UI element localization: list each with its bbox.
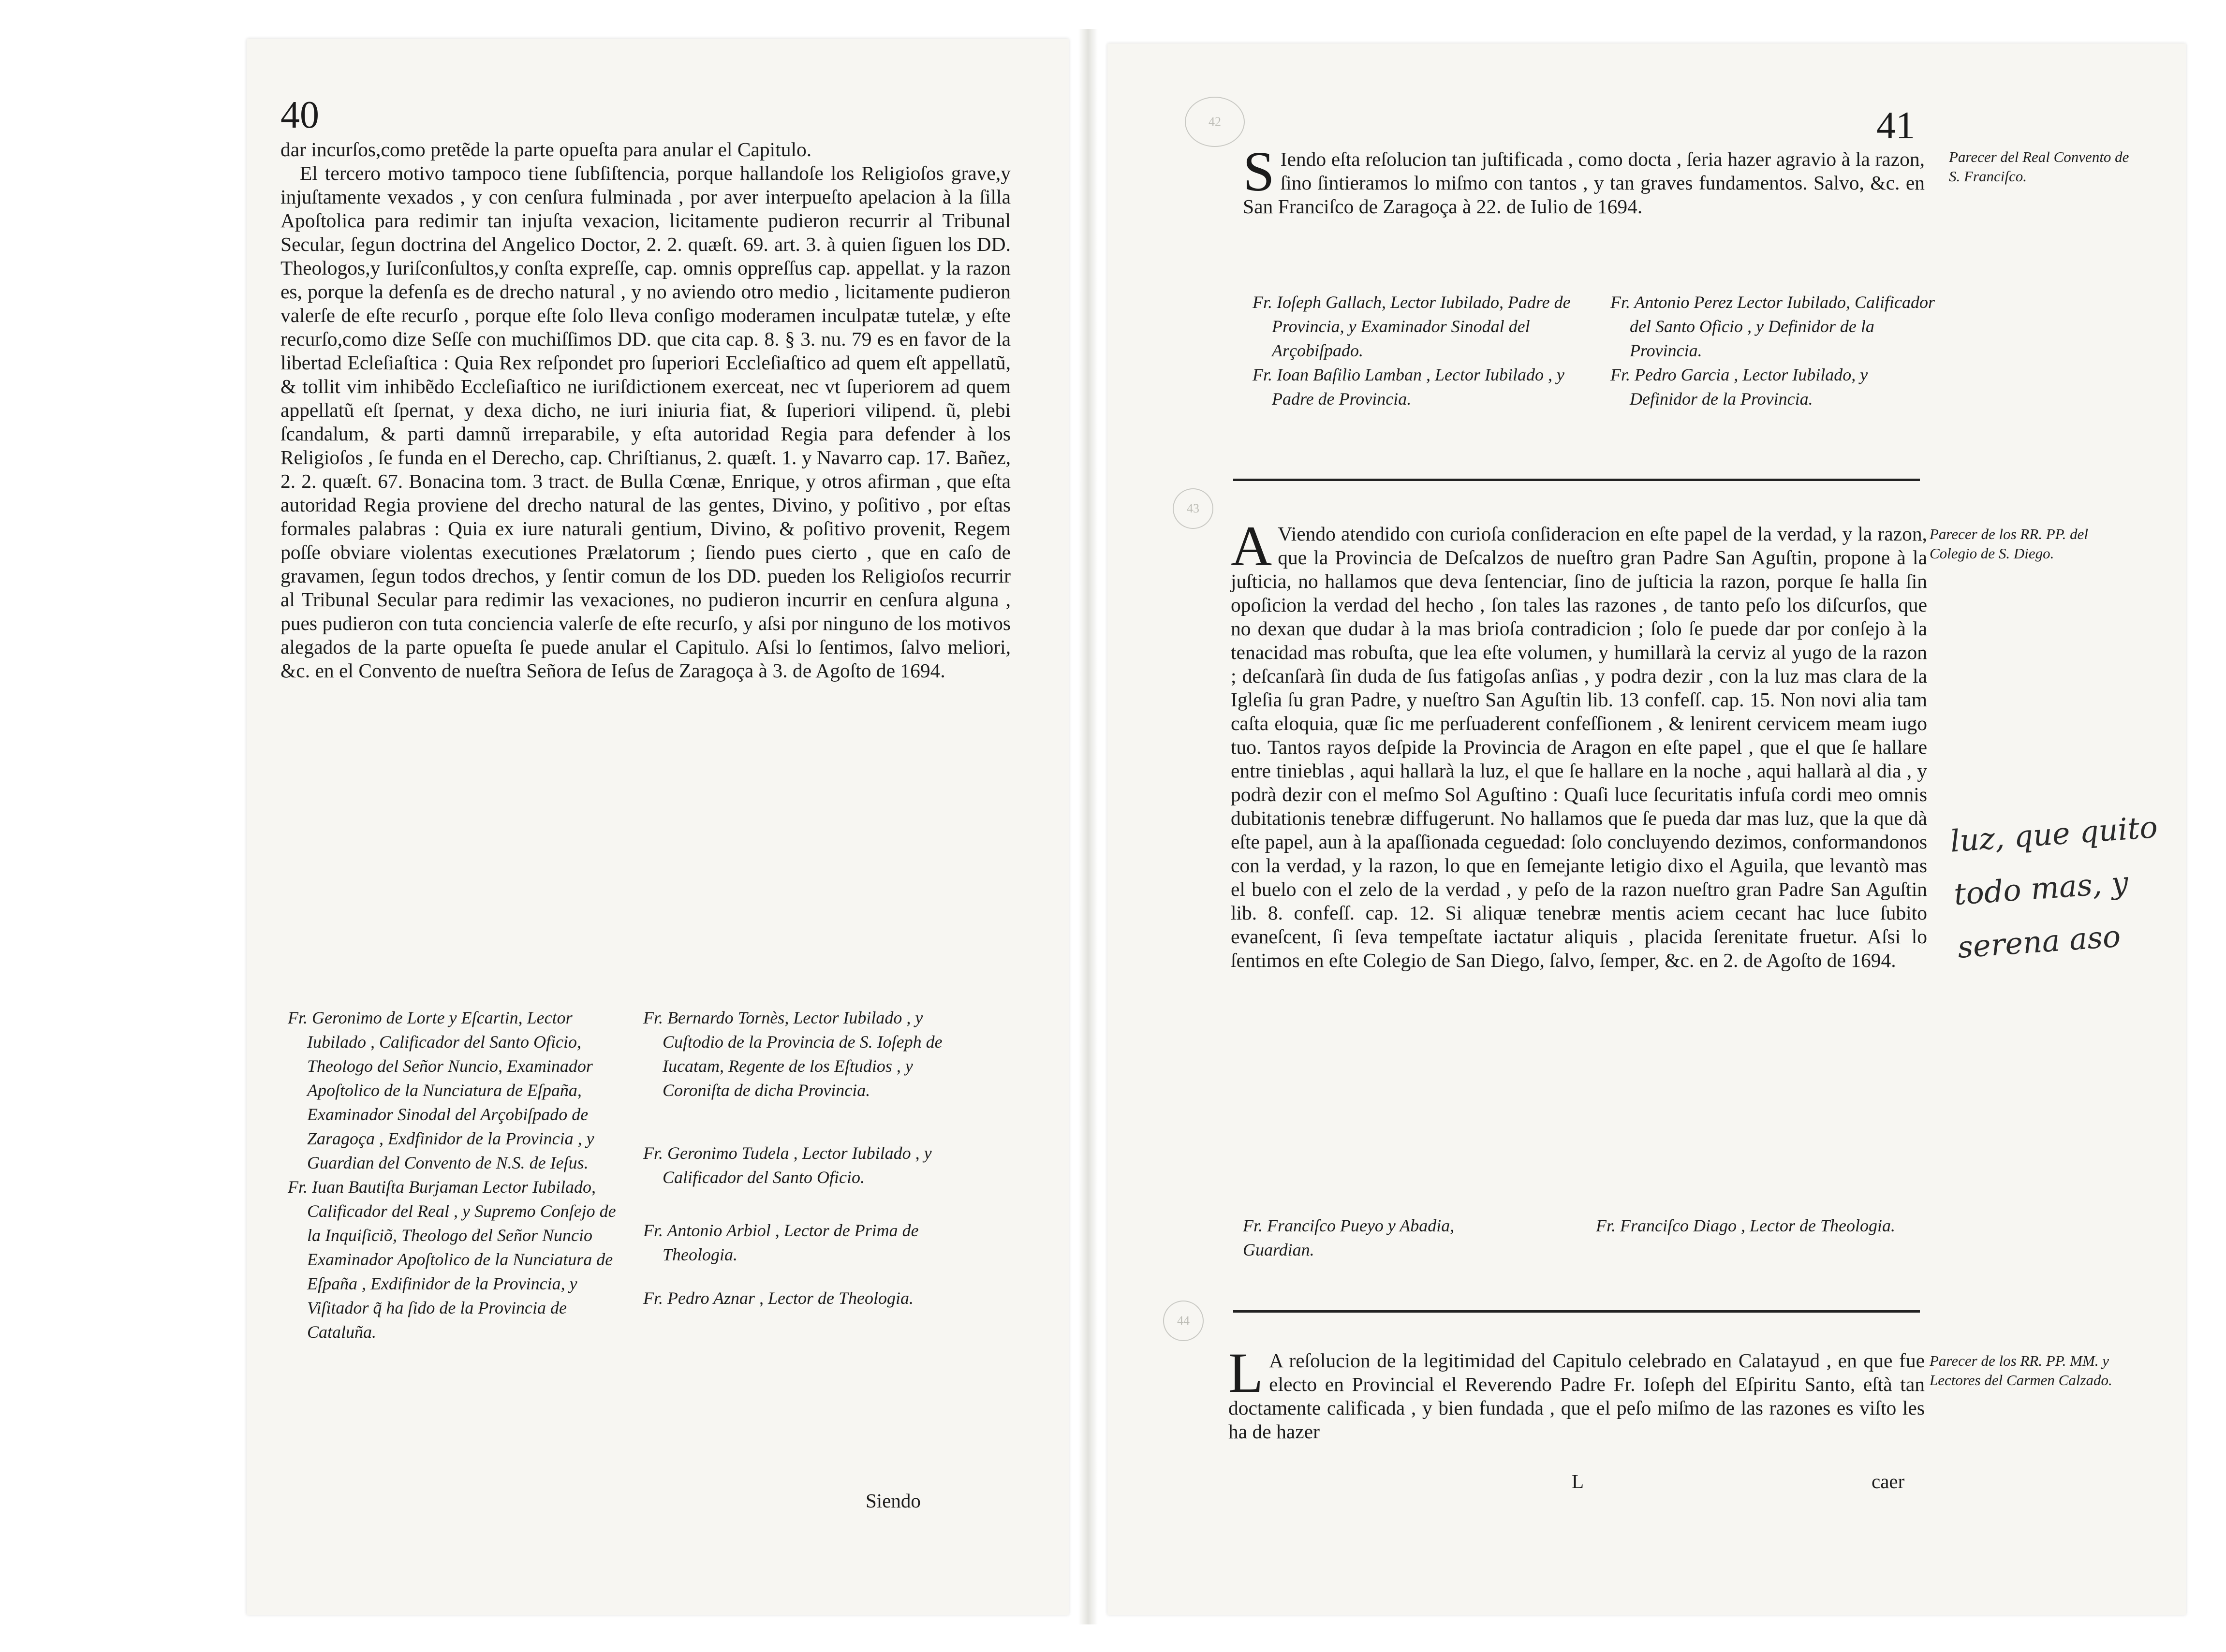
folio-stamp-42: 42 [1185,97,1245,147]
section3-margin-note: Parecer de los RR. PP. MM. y Lectores del Carmen Calzado. [1930,1352,2112,1389]
section-divider-2 [1233,1310,1920,1313]
section3-body: A reſolucion de la legitimidad del Capitulo celebrado en Calatayud , en que fue electo en Provincial el Reverendo Padre Fr. Ioſeph del Eſpiritu Santo, eſtà tan doctamente calificada , y bien fundada , que el peſo miſmo de las razones es viſto les ha de hazer [1228,1349,1925,1443]
section1-signatures-col2 [1610,290,1939,411]
page-number-right: 41 [1876,104,1915,147]
section1-text [1243,140,1925,219]
signature-aznar: Fr. Pedro Aznar , Lector de Theologia. [643,1288,914,1308]
folio-stamp-44: 44 [1163,1301,1204,1341]
section2-signature-diago: Fr. Franciſco Diago , Lector de Theologia. [1596,1216,1895,1235]
signature-perez: Fr. Antonio Perez Lector Iubilado, Calificador del Santo Oficio , y Definidor de la Provincia. [1610,292,1935,360]
section2-body: Viendo atendido con curioſa conſideracion en eſte papel de la verdad, y la razon, que la Provincia de Deſcalzos de nueſtro gran Padre San Aguſtin, propone à la juſticia, no hallamos que deva ſentenciar, ſino de juſticia la razon, porque ſe halla ſin opoſicion la verdad del hecho , ſon tales las razones , de tanto peſo los diſcurſos, que no dexan que dudar à la mas brioſa contradicion ; ſolo ſe puede dar por conſejo à la tenacidad mas robuſta, que lea eſte volumen, y humillarà la cerviz al yugo de la razon ; deſcanſarà ſin duda de ſus fatigoſas anſias , y podra dezir , con la luz mas clara de la Igleſia ſu gran Padre, y nueſtro San Aguſtin lib. 13 confeſſ. cap. 15. Non novi alia tam caſta eloquia, quæ ſic me perſuaderent confeſſionem , & lenirent cervicem meam iugo tuo. Tantos rayos deſpide la Provincia de Aragon en eſte papel , que el que ſe hallare entre tinieblas , aqui hallarà la luz, el que ſe hallare en la noche , aqui hallarà al dia , y podrà dezir con el meſmo Sol Aguſtino : Quaſi luce ſecuritatis infuſa cordi meo omnis dubitationis tenebræ diffugerunt. No hallamos que ſe pueda dar mas luz, que la que dà eſte papel, aun à la apaſſionada ceguedad: ſolo concluyendo dezimos, conformandonos con la verdad, y la razon, lo que en ſemejante letigio dixo el Aguila, que levantò mas el buelo con el zelo de la verdad , y peſo de la razon nueſtro gran Padre San Aguſtin lib. 8. confeſſ. cap. 12. Si aliquæ tenebræ mentis aciem cecant hac luce ſubito evaneſcent, ſi ſeva tempeſtate iactatur aliquis , placida ſerenitate fruetur. Aſsi lo ſentimos en eſte Colegio de San Diego, ſalvo, ſemper, &c. en 2. de Agoſto de 1694. [1231,523,1927,971]
signature-mark: L [1572,1470,1584,1492]
right-page [1107,44,2186,1615]
section1-body: Iendo eſta reſolucion tan juſtificada , como docta , ſeria hazer agravio à la razon, ſino ſintieramos lo miſmo con tantos , y tan graves fundamentos. Salvo, &c. en San Franciſco de Zaragoça à 22. de Iulio de 1694. [1243,148,1925,218]
section2-text [1231,514,1927,972]
signature-gallach: Fr. Ioſeph Gallach, Lector Iubilado, Padre de Provincia, y Examinador Sinodal del Arçobiſpado. [1253,292,1571,360]
folio-stamp-43: 43 [1173,488,1213,529]
section1-signatures-col1 [1253,290,1601,411]
section1-margin-note: Parecer del Real Convento de S. Franciſco. [1949,148,2129,185]
handwritten-annotation: luz, que quito todo mas, y serena aso [1949,809,2159,965]
section2-dropcap: A [1231,514,1272,578]
section2-margin-note: Parecer de los RR. PP. del Colegio de S. Diego. [1930,526,2088,562]
section3-dropcap: L [1228,1341,1264,1404]
left-page [247,39,1069,1615]
left-paragraph-2: El tercero motivo tampoco tiene ſubſiſtencia, porque hallandoſe los Religioſos grave,y injuſtamente vexados , y con cenſura fulminada , por aver interpueſto apelacion à la ſilla Apoſtolica para redimir tan injuſta vexacion, licitamente pudieron recurrir al Tribunal Secular, ſegun doctrina del Angelico Doctor, 2. 2. quæſt. 69. art. 3. à quien ſiguen los DD. Theologos,y Iuriſconſultos,y conſta expreſſe, cap. omnis oppreſſus cap. appellat. y la razon es, porque la defenſa es de drecho natural , y no aviendo otro medio , licitamente pudieron valerſe de eſte recurſo , porque eſte ſolo lleva conſigo moderamen inculpatæ tutelæ, y eſte recurſo,como dize Seſſe con muchiſſimos DD. que cita cap. 8. § 3. nu. 79 es en favor de la libertad Ecleſiaſtica : Quia Rex reſpondet pro ſuperiori Eccleſiaſtico ad quem eſt appellatũ, & tollit vim inhibẽdo Eccleſiaſtico ne iuriſdictionem exerceat, nec vt ſuperiorem ad quem appellatũ eſt ſpernat, y dexa dicho, ne iuri iniuria fiat, & ſuperiori vilipend. ũ, plebi ſcandalum, & parti damnũ irreparabile, y eſta autoridad Regia para defender à los Religioſos , ſe funda en el Derecho, cap. Chriſtianus, 2. quæſt. 1. y Navarro cap. 17. Bañez, 2. 2. quæſt. 67. Bonacina tom. 3 tract. de Bulla Cœnæ, Enrique, y otros afirman , que eſta autoridad Regia proviene del drecho natural de las gentes, Divino, y poſitivo , por eſtas formales palabras : Quia ex iure naturali gentium, Divino, & poſitivo provenit, Regem poſſe obviare violentas executiones Prælatorum ; ſiendo pues cierto , que en caſo de gravamen, ſegun todos drechos, y ſentir comun de los DD. pueden los Religioſos recurrir al Tribunal Secular para redimir las vexaciones, no pudieron incurrir en cenſura alguna , pues pudieron con tuta conciencia valerſe de eſte recurſo, y aſsi por ninguno de los motivos alegados de la parte opueſta ſe puede anular el Capitulo. Aſsi lo ſentimos, ſalvo meliori, &c. en el Convento de nueſtra Señora de Ieſus de Zaragoça à 3. de Agoſto de 1694. [280,162,1011,682]
signature-garcia: Fr. Pedro Garcia , Lector Iubilado, y Definidor de la Provincia. [1610,365,1868,409]
page-number-left: 40 [280,94,319,136]
signature-lamban: Fr. Ioan Baſilio Lamban , Lector Iubilado , y Padre de Provincia. [1253,365,1564,409]
signature-burjaman: Fr. Iuan Bautiſta Burjaman Lector Iubilado, Calificador del Real , y Supremo Conſejo de la Inquiſiciõ, Theologo del Señor Nuncio Examinador Apoſtolico de la Nunciatura de Eſpaña , Exdifinidor de la Provincia, y Viſitador q̃ ha ſido de la Provincia de Cataluña. [288,1177,616,1342]
left-paragraph-1: dar incurſos,como pretẽde la parte opueſta para anular el Capitulo. [280,138,812,161]
section-divider-1 [1233,479,1920,481]
signature-tudela: Fr. Geronimo Tudela , Lector Iubilado , y Calificador del Santo Oficio. [643,1143,932,1187]
section2-signature-pueyo: Fr. Franciſco Pueyo y Abadia, Guardian. [1243,1216,1455,1259]
signature-tornes: Fr. Bernardo Tornès, Lector Iubilado , y Cuſtodio de la Provincia de S. Ioſeph de Iucatam, Regente de los Eſtudios , y Coroniſta de dicha Provincia. [643,1008,943,1100]
left-signatures-col1 [288,1006,617,1344]
catchword-left: Siendo [866,1490,921,1512]
section1-dropcap: S [1243,140,1275,203]
signature-arbiol: Fr. Antonio Arbiol , Lector de Prima de Theologia. [643,1221,919,1264]
signature-lorte: Fr. Geronimo de Lorte y Eſcartin, Lector Iubilado , Calificador del Santo Oficio, Theologo del Señor Nuncio, Examinador Apoſtolico de la Nunciatura de Eſpaña, Examinador Sinodal del Arçobiſpado de Zaragoça , Exdfinidor de la Provincia , y Guardian del Convento de N.S. de Ieſus. [288,1008,594,1172]
section3-text [1228,1341,1925,1444]
left-body [280,138,1011,683]
catchword-right: caer [1872,1470,1905,1492]
left-signatures-col2 [643,1006,982,1310]
book-gutter [1078,29,1098,1624]
